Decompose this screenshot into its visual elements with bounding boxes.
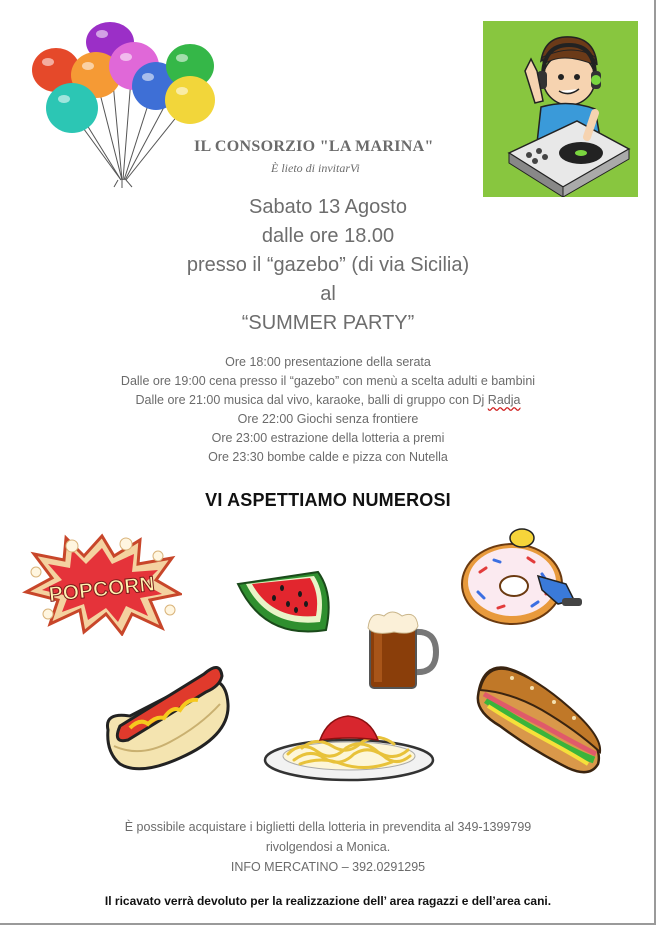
event-headline (0, 193, 656, 338)
lottery-info: È possibile acquistare i biglietti della lotteria in prevendita al 349-1399799 (124, 820, 532, 834)
schedule-item: Dalle ore 19:00 cena presso il “gazebo” con menù a scelta adulti e bambini (120, 374, 536, 388)
schedule-item (0, 391, 656, 410)
footer-info (0, 817, 656, 877)
lottery-contact: rivolgendosi a Monica. (265, 840, 391, 854)
market-info: INFO MERCATINO – 392.0291295 (230, 860, 426, 874)
dj-icon (483, 21, 638, 197)
donut-icon (458, 528, 588, 628)
dj-name: Radja (487, 393, 521, 407)
balloons-icon (26, 20, 222, 188)
schedule-item-text: Dalle ore 21:00 musica dal vivo, karaoke, balli di gruppo con Dj (135, 393, 488, 407)
schedule-item: Ore 18:00 presentazione della serata (225, 355, 431, 369)
schedule-list (0, 353, 656, 467)
sandwich-icon (472, 660, 610, 778)
event-time: dalle ore 18.00 (261, 225, 395, 247)
organization-name: IL CONSORZIO "LA MARINA" (194, 138, 434, 155)
hotdog-icon (100, 654, 238, 774)
watermelon-icon (234, 554, 334, 640)
event-date: Sabato 13 Agosto (249, 196, 407, 218)
invitation-subtitle: È lieto di invitarVi (271, 161, 360, 175)
spaghetti-icon (262, 710, 436, 784)
event-name: “SUMMER PARTY” (241, 312, 415, 334)
schedule-item: Ore 23:00 estrazione della lotteria a premi (211, 431, 445, 445)
schedule-item: Ore 23:30 bombe calde e pizza con Nutella (208, 450, 448, 464)
beer-mug-icon (364, 608, 440, 692)
schedule-item: Ore 22:00 Giochi senza frontiere (237, 412, 419, 426)
proceeds-note: Il ricavato verrà devoluto per la realizzazione dell’ area ragazzi e dell’area cani. (104, 894, 552, 908)
popcorn-icon (22, 532, 182, 636)
popcorn-label: POPCORN (47, 572, 156, 607)
call-to-action: VI ASPETTIAMO NUMEROSI (205, 490, 451, 510)
dj-illustration (483, 21, 638, 197)
event-location: presso il “gazebo” (di via Sicilia) (186, 254, 470, 276)
event-connector: al (320, 283, 336, 305)
